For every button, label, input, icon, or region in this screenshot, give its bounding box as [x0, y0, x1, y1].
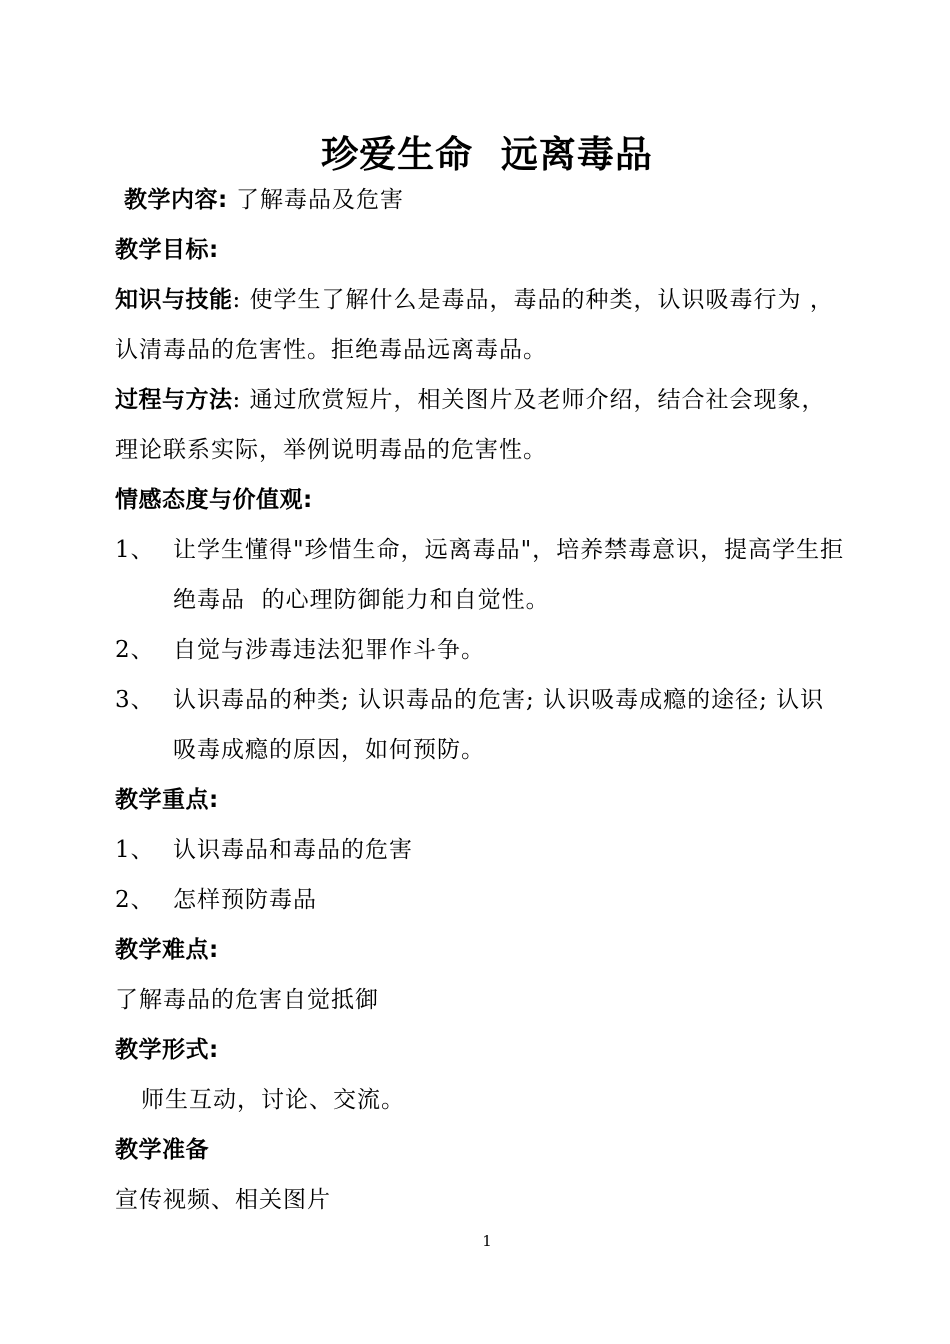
- preparation-text: 宣传视频、相关图片: [115, 1187, 331, 1213]
- emotion-item-1-continuation: 绝毒品 的心理防御能力和自觉性。: [173, 587, 550, 613]
- document-title: 珍爱生命 远离毒品: [321, 133, 653, 176]
- key-point-2-number: 2、: [115, 887, 155, 913]
- emotion-item-1: [115, 534, 875, 566]
- key-point-1: [115, 834, 875, 866]
- process-label: 过程与方法: [115, 387, 233, 413]
- emotion-item-3-text: 认识毒品的种类; 认识毒品的危害; 认识吸毒成瘾的途径; 认识: [173, 687, 825, 713]
- emotion-item-1-text: 让学生懂得"珍惜生命，远离毒品"，培养禁毒意识，提高学生拒: [173, 537, 845, 563]
- process-line-2: 理论联系实际，举例说明毒品的危害性。: [115, 437, 547, 463]
- process-text-1: : 通过欣赏短片，相关图片及老师介绍，结合社会现象，: [232, 387, 826, 413]
- knowledge-line-2: 认清毒品的危害性。拒绝毒品远离毒品。: [115, 337, 547, 363]
- emotion-item-3: [115, 684, 875, 716]
- emotion-item-2-text: 自觉与涉毒违法犯罪作斗争。: [173, 637, 485, 663]
- page-number: 1: [482, 1232, 492, 1250]
- content-text: 了解毒品及危害: [236, 187, 405, 213]
- content-line: [124, 184, 884, 216]
- knowledge-label: 知识与技能: [115, 287, 233, 313]
- preparation-heading: 教学准备: [115, 1137, 209, 1163]
- form-heading: 教学形式:: [115, 1037, 219, 1063]
- difficulty-heading: 教学难点:: [115, 937, 219, 963]
- emotion-item-1-number: 1、: [115, 537, 155, 563]
- key-point-1-text: 认识毒品和毒品的危害: [173, 837, 413, 863]
- emotion-item-3-number: 3、: [115, 687, 155, 713]
- content-label: 教学内容:: [124, 187, 228, 213]
- emotion-item-2-number: 2、: [115, 637, 155, 663]
- key-point-1-number: 1、: [115, 837, 155, 863]
- knowledge-text-1: : 使学生了解什么是毒品，毒品的种类，认识吸毒行为 ，: [232, 287, 834, 313]
- key-point-2: [115, 884, 875, 916]
- emotion-item-2: [115, 634, 875, 666]
- process-line-1: [115, 384, 875, 416]
- emotion-heading: 情感态度与价值观:: [115, 487, 313, 513]
- form-text: 师生互动，讨论、交流。: [141, 1087, 405, 1113]
- key-point-2-text: 怎样预防毒品: [173, 887, 317, 913]
- difficulty-text: 了解毒品的危害自觉抵御: [115, 987, 379, 1013]
- emotion-item-3-continuation: 吸毒成瘾的原因，如何预防。: [173, 737, 485, 763]
- objectives-heading: 教学目标:: [115, 237, 219, 263]
- key-points-heading: 教学重点:: [115, 787, 219, 813]
- knowledge-line-1: [115, 284, 875, 316]
